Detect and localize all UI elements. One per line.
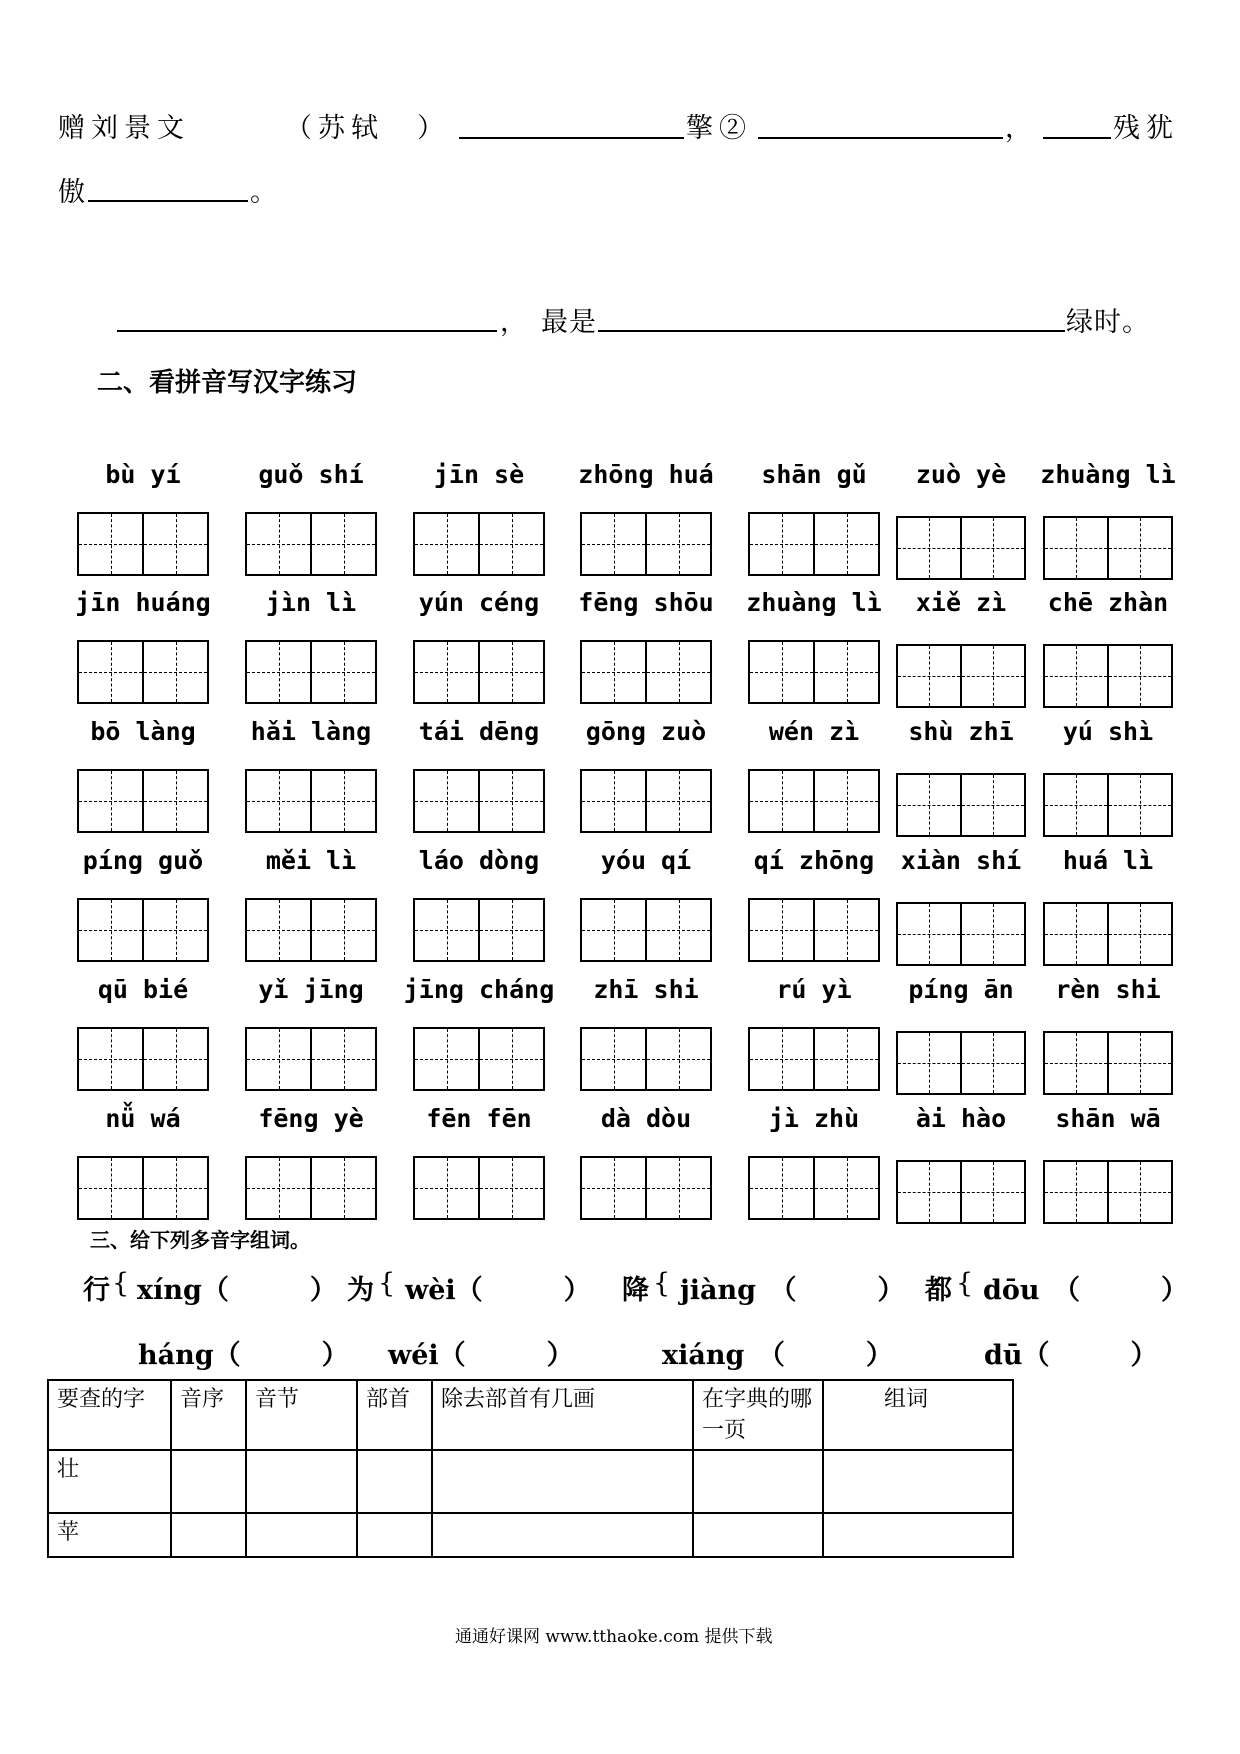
tian-grid-cell[interactable] [750, 514, 813, 574]
tian-grid-cell[interactable] [247, 514, 310, 574]
pinyin-label: nǚ wá [105, 1104, 181, 1133]
tian-grid-cell[interactable] [478, 1158, 543, 1218]
tian-grid-cell[interactable] [750, 1158, 813, 1218]
writing-box[interactable] [413, 512, 545, 576]
pinyin-label: jīn huáng [75, 588, 211, 617]
poem-comma-2: ， [500, 307, 533, 338]
writing-box[interactable] [580, 1027, 712, 1091]
tian-grid-cell[interactable] [142, 771, 207, 831]
writing-box[interactable] [896, 902, 1026, 966]
tian-grid-cell[interactable] [1045, 518, 1107, 578]
tian-grid-cell[interactable] [247, 1158, 310, 1218]
tian-grid-cell[interactable] [79, 900, 142, 960]
tian-grid-cell[interactable] [310, 900, 375, 960]
tian-grid-cell[interactable] [415, 900, 478, 960]
writing-box[interactable] [413, 640, 545, 704]
writing-box[interactable] [245, 1027, 377, 1091]
tian-grid-cell[interactable] [813, 642, 878, 702]
tian-grid-cell[interactable] [898, 1162, 960, 1222]
tian-grid-cell[interactable] [645, 1029, 710, 1089]
tian-grid-cell[interactable] [478, 514, 543, 574]
writing-box[interactable] [1043, 516, 1173, 580]
section3-heading: 三、给下列多音字组词。 [90, 1228, 310, 1252]
tian-grid-cell[interactable] [813, 1029, 878, 1089]
writing-box[interactable] [245, 769, 377, 833]
poem-blank-6[interactable] [598, 330, 1065, 332]
tian-grid-cell[interactable] [79, 514, 142, 574]
pinyin-label: zuò yè [915, 460, 1007, 489]
table-row [48, 1450, 1013, 1513]
writing-box[interactable] [896, 1031, 1026, 1095]
poly-char-xing: 行 [83, 1275, 110, 1306]
tian-grid-cell[interactable] [1107, 1033, 1171, 1093]
tian-grid-cell[interactable] [79, 642, 142, 702]
poem-blank-3[interactable] [1043, 137, 1111, 139]
tian-grid-cell[interactable] [142, 900, 207, 960]
writing-box[interactable] [896, 773, 1026, 837]
pinyin-label: fēng shōu [578, 588, 714, 617]
brace: { [112, 1268, 130, 1299]
writing-box[interactable] [748, 1156, 880, 1220]
tian-grid-cell[interactable] [310, 1029, 375, 1089]
writing-box[interactable] [413, 898, 545, 962]
tian-grid-cell[interactable] [310, 514, 375, 574]
tian-grid-cell[interactable] [645, 514, 710, 574]
pinyin-label: bù yí [105, 460, 181, 489]
pinyin-label: zhuàng lì [1040, 460, 1176, 489]
poem-blank-1[interactable] [459, 137, 684, 139]
tian-grid-cell[interactable] [478, 642, 543, 702]
header-cell: 音节 [246, 1380, 357, 1450]
tian-grid-cell[interactable] [415, 1158, 478, 1218]
answer-cell[interactable] [246, 1513, 357, 1557]
tian-grid-cell[interactable] [310, 1158, 375, 1218]
poly-char-dou: 都 [925, 1275, 952, 1306]
pinyin-label: shān gǔ [761, 460, 867, 489]
pinyin-label: zhī shi [593, 975, 699, 1004]
tian-grid-cell[interactable] [813, 514, 878, 574]
poem-qing: 擎② [686, 113, 752, 144]
footer-text: 通通好课网 www.tthaoke.com 提供下载 [455, 1627, 773, 1647]
tian-grid-cell[interactable] [960, 1033, 1024, 1093]
pinyin-label: zhōng huá [578, 460, 714, 489]
pinyin-label: fēng yè [258, 1104, 364, 1133]
tian-grid-cell[interactable] [415, 771, 478, 831]
writing-box[interactable] [77, 898, 209, 962]
poem-comma: ， [1005, 113, 1038, 144]
poly-reading-2: wéi（ ） [388, 1340, 574, 1371]
poem-title: 赠刘景文 [58, 113, 190, 144]
writing-box[interactable] [413, 1027, 545, 1091]
answer-cell[interactable] [823, 1450, 1013, 1513]
tian-grid-cell[interactable] [898, 646, 960, 706]
tian-grid-cell[interactable] [645, 900, 710, 960]
pinyin-label: yǐ jīng [258, 975, 364, 1004]
tian-grid-cell[interactable] [898, 775, 960, 835]
tian-grid-cell[interactable] [247, 900, 310, 960]
writing-box[interactable] [245, 898, 377, 962]
tian-grid-cell[interactable] [79, 1158, 142, 1218]
pinyin-label: rèn shi [1055, 975, 1161, 1004]
writing-box[interactable] [580, 512, 712, 576]
tian-grid-cell[interactable] [142, 1158, 207, 1218]
brace: { [653, 1268, 671, 1299]
poly-char-wei: 为 [347, 1275, 374, 1306]
tian-grid-cell[interactable] [247, 1029, 310, 1089]
writing-box[interactable] [896, 644, 1026, 708]
header-cell: 要查的字 [48, 1380, 171, 1450]
writing-box[interactable] [77, 769, 209, 833]
pinyin-label: fēn fēn [426, 1104, 532, 1133]
pinyin-label: gōng zuò [585, 717, 707, 746]
pinyin-label: píng ān [908, 975, 1014, 1004]
tian-grid-cell[interactable] [79, 1029, 142, 1089]
pinyin-label: hǎi làng [250, 717, 372, 746]
tian-grid-cell[interactable] [898, 518, 960, 578]
pinyin-label: jīng cháng [403, 975, 555, 1004]
poly-char-jiang: 降 [622, 1275, 649, 1306]
poem-author: （苏轼 ） [285, 113, 450, 144]
tian-grid-cell[interactable] [1107, 518, 1171, 578]
tian-grid-cell[interactable] [750, 771, 813, 831]
tian-grid-cell[interactable] [813, 771, 878, 831]
writing-box[interactable] [896, 1160, 1026, 1224]
tian-grid-cell[interactable] [478, 771, 543, 831]
tian-grid-cell[interactable] [1045, 775, 1107, 835]
pinyin-label: jīn sè [433, 460, 525, 489]
tian-grid-cell[interactable] [1045, 1162, 1107, 1222]
tian-grid-cell[interactable] [960, 518, 1024, 578]
poem-period: 。 [250, 177, 283, 208]
poem-blank-2[interactable] [758, 137, 1003, 139]
writing-box[interactable] [413, 769, 545, 833]
tian-grid-cell[interactable] [1045, 1033, 1107, 1093]
writing-box[interactable] [1043, 773, 1173, 837]
writing-box[interactable] [77, 1156, 209, 1220]
tian-grid-cell[interactable] [898, 904, 960, 964]
tian-grid-cell[interactable] [645, 771, 710, 831]
poem-lv-shi: 绿时。 [1066, 307, 1150, 338]
tian-grid-cell[interactable] [1107, 646, 1171, 706]
tian-grid-cell[interactable] [582, 642, 645, 702]
pinyin-label: yóu qí [600, 846, 692, 875]
poly-reading-2: xiáng （ ） [662, 1340, 893, 1371]
pinyin-label: qí zhōng [753, 846, 875, 875]
tian-grid-cell[interactable] [582, 514, 645, 574]
tian-grid-cell[interactable] [960, 646, 1024, 706]
tian-grid-cell[interactable] [582, 900, 645, 960]
pinyin-label: shān wā [1055, 1104, 1161, 1133]
answer-cell[interactable] [823, 1513, 1013, 1557]
tian-grid-cell[interactable] [1107, 904, 1171, 964]
pinyin-label: xiàn shí [900, 846, 1022, 875]
writing-box[interactable] [748, 898, 880, 962]
writing-box[interactable] [77, 512, 209, 576]
poem-blank-5[interactable] [117, 330, 497, 332]
pinyin-label: yún céng [418, 588, 540, 617]
answer-cell[interactable] [171, 1513, 246, 1557]
tian-grid-cell[interactable] [813, 900, 878, 960]
dictionary-table [47, 1379, 1014, 1558]
writing-box[interactable] [77, 1027, 209, 1091]
tian-grid-cell[interactable] [960, 904, 1024, 964]
poem-ao: 傲 [58, 177, 91, 208]
writing-box[interactable] [245, 640, 377, 704]
writing-box[interactable] [748, 1027, 880, 1091]
header-cell: 部首 [357, 1380, 432, 1450]
poem-can-you: 残犹 [1113, 113, 1179, 144]
pinyin-label: rú yì [776, 975, 852, 1004]
poly-reading-2: háng（ ） [138, 1340, 349, 1371]
tian-grid-cell[interactable] [478, 900, 543, 960]
tian-grid-cell[interactable] [813, 1158, 878, 1218]
tian-grid-cell[interactable] [582, 1029, 645, 1089]
writing-box[interactable] [896, 516, 1026, 580]
header-cell: 组词 [823, 1380, 1013, 1450]
writing-box[interactable] [580, 640, 712, 704]
pinyin-label: shù zhī [908, 717, 1014, 746]
tian-grid-cell[interactable] [960, 1162, 1024, 1222]
writing-box[interactable] [748, 512, 880, 576]
tian-grid-cell[interactable] [960, 775, 1024, 835]
answer-cell[interactable] [246, 1450, 357, 1513]
pinyin-label: yú shì [1062, 717, 1154, 746]
tian-grid-cell[interactable] [142, 1029, 207, 1089]
pinyin-label: xiě zì [915, 588, 1007, 617]
tian-grid-cell[interactable] [1107, 775, 1171, 835]
poem-blank-4[interactable] [88, 200, 248, 202]
tian-grid-cell[interactable] [310, 771, 375, 831]
tian-grid-cell[interactable] [478, 1029, 543, 1089]
lookup-char: 壮 [48, 1450, 171, 1513]
answer-cell[interactable] [693, 1450, 823, 1513]
tian-grid-cell[interactable] [898, 1033, 960, 1093]
writing-box[interactable] [1043, 1160, 1173, 1224]
poem-zui-shi: 最是 [541, 307, 597, 338]
tian-grid-cell[interactable] [750, 642, 813, 702]
tian-grid-cell[interactable] [415, 1029, 478, 1089]
pinyin-label: guǒ shí [258, 460, 364, 489]
brace: { [378, 1268, 396, 1299]
writing-box[interactable] [245, 512, 377, 576]
tian-grid-cell[interactable] [1045, 904, 1107, 964]
writing-box[interactable] [748, 640, 880, 704]
section2-heading: 二、看拼音写汉字练习 [97, 368, 358, 398]
tian-grid-cell[interactable] [1107, 1162, 1171, 1222]
answer-cell[interactable] [432, 1450, 693, 1513]
poly-reading-1: dōu （ ） [983, 1275, 1189, 1306]
lookup-char: 苹 [48, 1513, 171, 1557]
poly-reading-1: xíng（ ） [137, 1275, 337, 1306]
writing-box[interactable] [245, 1156, 377, 1220]
table-row [48, 1513, 1013, 1557]
tian-grid-cell[interactable] [142, 514, 207, 574]
pinyin-label: bō làng [90, 717, 196, 746]
answer-cell[interactable] [357, 1513, 432, 1557]
writing-box[interactable] [580, 898, 712, 962]
pinyin-label: píng guǒ [82, 846, 204, 875]
tian-grid-cell[interactable] [645, 1158, 710, 1218]
tian-grid-cell[interactable] [247, 771, 310, 831]
tian-grid-cell[interactable] [415, 514, 478, 574]
writing-box[interactable] [413, 1156, 545, 1220]
tian-grid-cell[interactable] [645, 642, 710, 702]
header-cell: 在字典的哪一页 [693, 1380, 823, 1450]
pinyin-label: jì zhù [768, 1104, 860, 1133]
answer-cell[interactable] [357, 1450, 432, 1513]
tian-grid-cell[interactable] [79, 771, 142, 831]
tian-grid-cell[interactable] [1045, 646, 1107, 706]
writing-box[interactable] [580, 1156, 712, 1220]
pinyin-label: jìn lì [265, 588, 357, 617]
pinyin-label: ài hào [915, 1104, 1007, 1133]
tian-grid-cell[interactable] [310, 642, 375, 702]
header-cell: 除去部首有几画 [432, 1380, 693, 1450]
pinyin-label: qū bié [97, 975, 189, 1004]
answer-cell[interactable] [432, 1513, 693, 1557]
writing-box[interactable] [77, 640, 209, 704]
brace: { [956, 1268, 974, 1299]
tian-grid-cell[interactable] [247, 642, 310, 702]
poly-reading-1: wèi（ ） [405, 1275, 591, 1306]
pinyin-label: huá lì [1062, 846, 1154, 875]
writing-box[interactable] [1043, 902, 1173, 966]
tian-grid-cell[interactable] [142, 642, 207, 702]
table-header-row [48, 1380, 1013, 1450]
tian-grid-cell[interactable] [582, 771, 645, 831]
writing-box[interactable] [1043, 644, 1173, 708]
poly-reading-2: dū（ ） [984, 1340, 1158, 1371]
pinyin-label: dà dòu [600, 1104, 692, 1133]
pinyin-label: láo dòng [418, 846, 540, 875]
header-cell: 音序 [171, 1380, 246, 1450]
answer-cell[interactable] [693, 1513, 823, 1557]
writing-box[interactable] [748, 769, 880, 833]
pinyin-label: zhuàng lì [746, 588, 882, 617]
tian-grid-cell[interactable] [415, 642, 478, 702]
pinyin-label: tái dēng [418, 717, 540, 746]
tian-grid-cell[interactable] [750, 1029, 813, 1089]
pinyin-label: měi lì [265, 846, 357, 875]
tian-grid-cell[interactable] [750, 900, 813, 960]
answer-cell[interactable] [171, 1450, 246, 1513]
pinyin-label: chē zhàn [1047, 588, 1169, 617]
tian-grid-cell[interactable] [582, 1158, 645, 1218]
pinyin-label: wén zì [768, 717, 860, 746]
writing-box[interactable] [1043, 1031, 1173, 1095]
writing-box[interactable] [580, 769, 712, 833]
poly-reading-1: jiàng （ ） [680, 1275, 905, 1306]
